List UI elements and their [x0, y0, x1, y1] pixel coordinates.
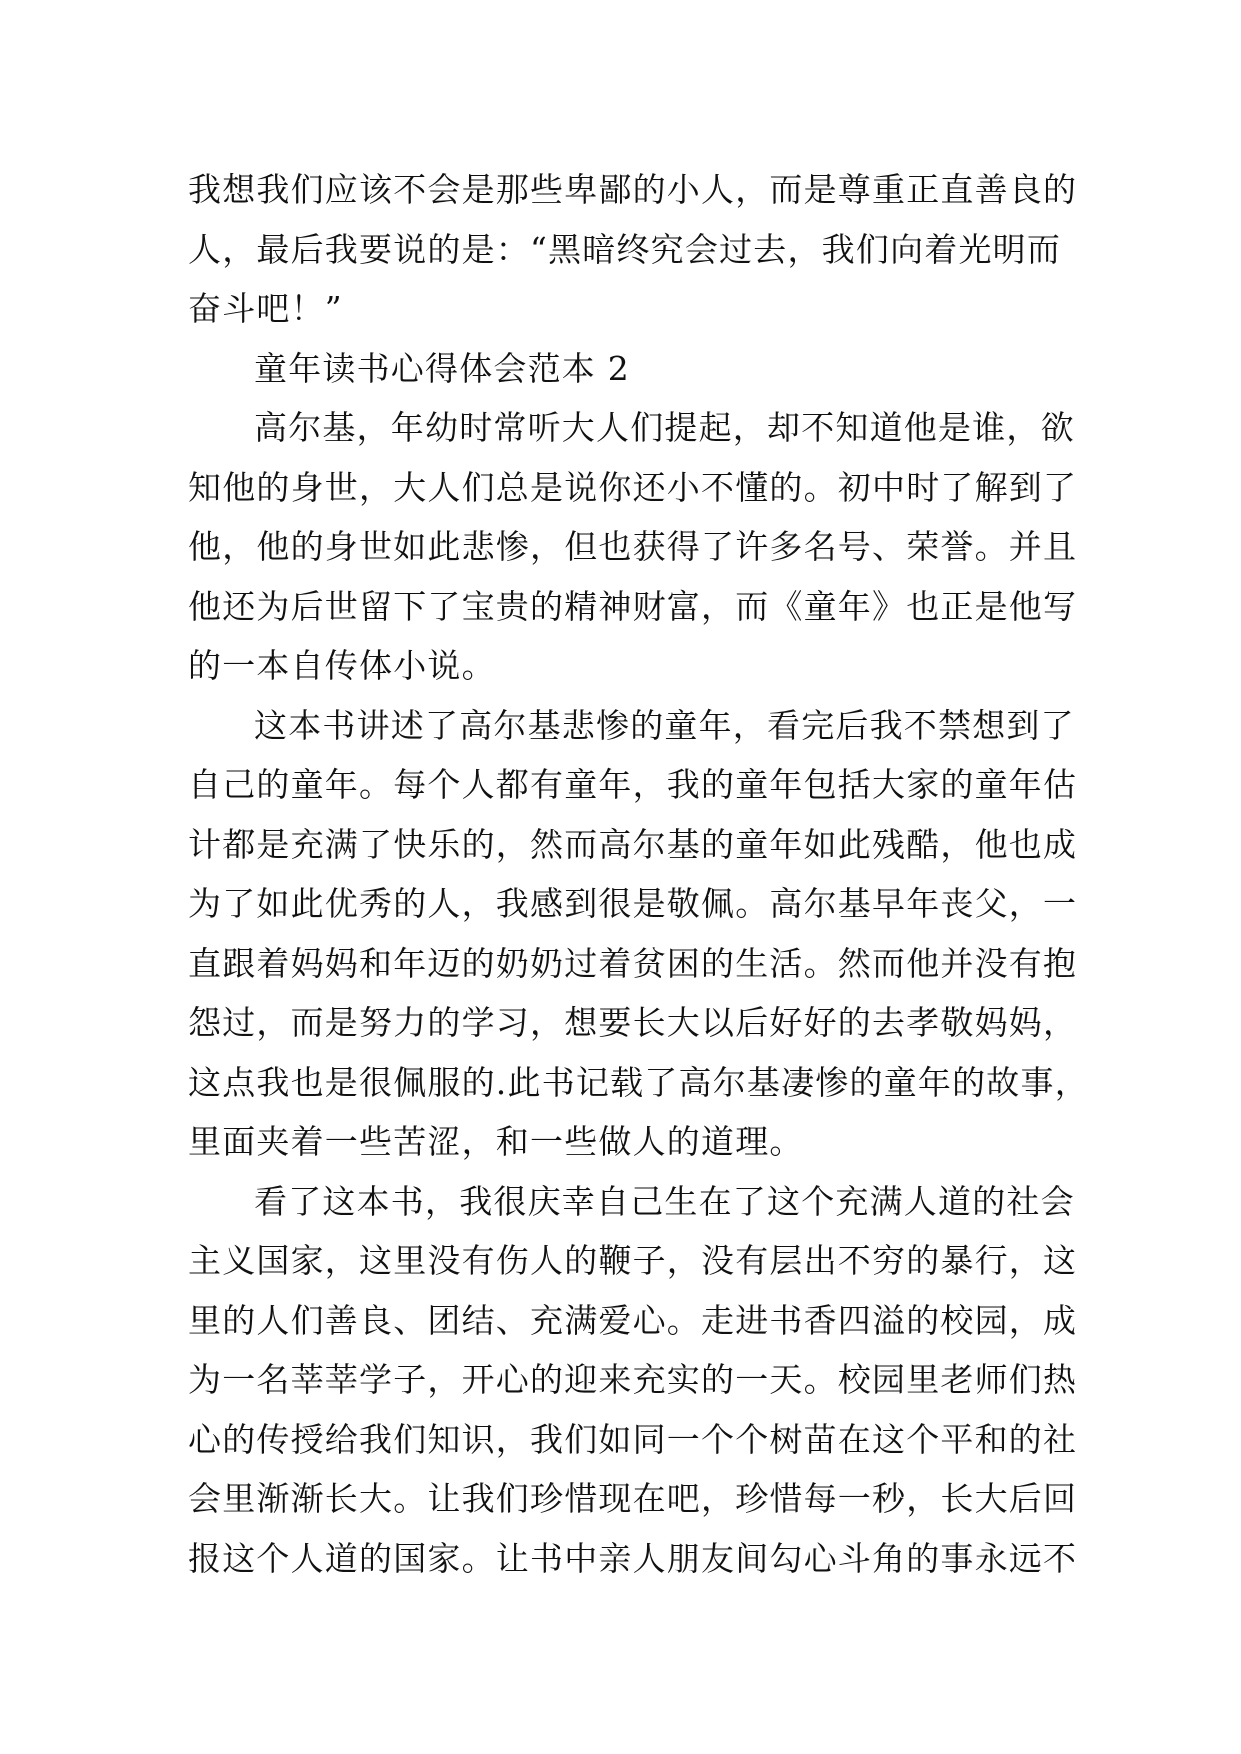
text-line: 人，最后我要说的是：“黑暗终究会过去，我们向着光明而: [188, 229, 1062, 269]
text-line: 怨过，而是努力的学习，想要长大以后好好的去孝敬妈妈，: [188, 1003, 1078, 1042]
text-line: 的一本自传体小说。: [188, 646, 496, 685]
body-paragraph: [188, 160, 1078, 339]
text-line: 里的人们善良、团结、充满爱心。走进书香四溢的校园，成: [188, 1300, 1078, 1340]
text-line: 直跟着妈妈和年迈的奶奶过着贫困的生活。然而他并没有抱: [188, 943, 1078, 983]
text-line: 里面夹着一些苦涩，和一些做人的道理。: [188, 1122, 804, 1161]
text-line: 主义国家，这里没有伤人的鞭子，没有层出不穷的暴行，这: [188, 1241, 1078, 1280]
text-line: 这本书讲述了高尔基悲惨的童年，看完后我不禁想到了: [254, 705, 1075, 745]
text-line: 为一名莘莘学子，开心的迎来充实的一天。校园里老师们热: [188, 1360, 1078, 1399]
text-line: 这点我也是很佩服的.此书记载了高尔基凄惨的童年的故事，: [188, 1062, 1089, 1102]
body-paragraph: [188, 1172, 1078, 1589]
text-line: 他还为后世留下了宝贵的精神财富，而《童年》也正是他写: [188, 586, 1078, 626]
text-line: 他，他的身世如此悲惨，但也获得了许多名号、荣誉。并且: [188, 527, 1078, 566]
body-paragraph: [188, 696, 1089, 1172]
text-line: 计都是充满了快乐的，然而高尔基的童年如此残酷，他也成: [188, 824, 1078, 864]
document-body: [188, 160, 1089, 1588]
text-line: 知他的身世，大人们总是说你还小不懂的。初中时了解到了: [188, 467, 1078, 507]
text-line: 我想我们应该不会是那些卑鄙的小人，而是尊重正直善良的: [188, 170, 1078, 209]
text-line: 为了如此优秀的人，我感到很是敬佩。高尔基早年丧父，一: [188, 884, 1078, 923]
text-line: 会里渐渐长大。让我们珍惜现在吧，珍惜每一秒，长大后回: [188, 1479, 1078, 1518]
section-heading: [188, 339, 1050, 399]
text-line: 奋斗吧！”: [188, 289, 343, 328]
text-line: 高尔基，年幼时常听大人们提起，却不知道他是谁，欲: [254, 408, 1075, 447]
text-line: 童年读书心得体会范本 2: [254, 348, 630, 388]
text-line: 心的传授给我们知识，我们如同一个个树苗在这个平和的社: [188, 1419, 1078, 1459]
text-line: 报这个人道的国家。让书中亲人朋友间勾心斗角的事永远不: [188, 1538, 1078, 1578]
text-line: 看了这本书，我很庆幸自己生在了这个充满人道的社会: [254, 1181, 1075, 1221]
body-paragraph: [188, 398, 1078, 696]
text-line: 自己的童年。每个人都有童年，我的童年包括大家的童年估: [188, 765, 1078, 804]
